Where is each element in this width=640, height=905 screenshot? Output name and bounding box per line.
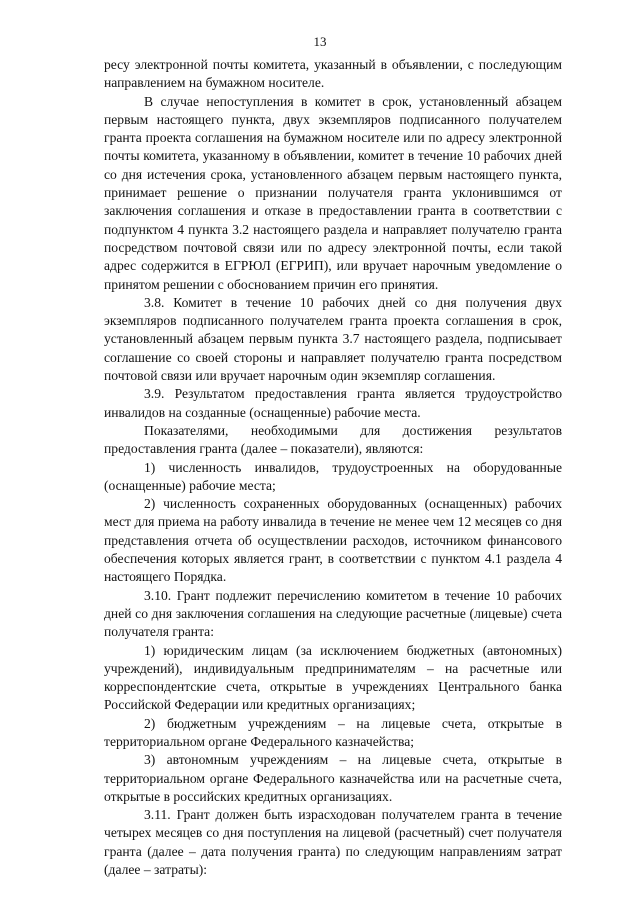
- paragraph-accounts-2: 2) бюджетным учреждениям – на лицевые счета, открытые в территориальном органе Федерального казначейства;: [104, 715, 562, 749]
- document-body: [104, 56, 562, 879]
- paragraph-continuation: ресу электронной почты комитета, указанный в объявлении, с последующим направлением на бумажном носителе.: [104, 57, 562, 91]
- page-number: 13: [313, 34, 327, 49]
- paragraph-non-receipt: В случае непоступления в комитет в срок, установленный абзацем первым настоящего пункта, двух экземпляров подписанного получателем гранта проекта соглашения на бумажном носителе или по адресу электронной почты комитета, указанному в объявлении, комитет в течение 10 рабочих дней со дня истечения срока, установленного абзацем первым настоящего пункта, принимает решение о признании получателя гранта уклонившимся от заключения соглашения и отказе в предоставлении гранта в соответствии с подпунктом 4 пункта 3.2 настоящего раздела и направляет получателю гранта посредством почтовой связи или по адресу электронной почты, если такой адрес содержится в ЕГРЮЛ (ЕГРИП), или вручает нарочным уведомление о принятом решении с обоснованием причин его принятия.: [104, 93, 562, 292]
- paragraph-3-10: 3.10. Грант подлежит перечислению комитетом в течение 10 рабочих дней со дня заключения соглашения на следующие расчетные (лицевые) счета получателя гранта:: [104, 587, 562, 640]
- paragraph-indicators: Показателями, необходимыми для достижения результатов предоставления гранта (далее – показатели), являются:: [104, 422, 562, 457]
- paragraph-accounts-3: 3) автономным учреждениям – на лицевые счета, открытые в территориальном органе Федерального казначейства или на расчетные счета, открытые в российских кредитных организациях.: [104, 752, 562, 804]
- paragraph-3-8: 3.8. Комитет в течение 10 рабочих дней со дня получения двух экземпляров подписанного получателем гранта проекта соглашения в срок, установленный абзацем первым пункта 3.7 настоящего раздела, подписывает соглашение со своей стороны и направляет получателю гранта посредством почтовой связи или вручает нарочным один экземпляр соглашения.: [104, 294, 562, 384]
- paragraph-3-9: 3.9. Результатом предоставления гранта является трудоустройство инвалидов на созданные (оснащенные) рабочие места.: [104, 386, 562, 420]
- paragraph-3-11: 3.11. Грант должен быть израсходован получателем гранта в течение четырех месяцев со дня поступления на лицевой (расчетный) счет получателя гранта (далее – дата получения гранта) по следующим направлениям затрат (далее – затраты):: [104, 807, 562, 878]
- paragraph-indicator-1: 1) численность инвалидов, трудоустроенных на оборудованные (оснащенные) рабочие места;: [104, 459, 562, 493]
- paragraph-indicator-2: 2) численность сохраненных оборудованных (оснащенных) рабочих мест для приема на работу инвалида в течение не менее чем 12 месяцев со дня представления отчета об осуществлении расходов, источником финансового обеспечения которых является грант, в соответствии с пунктом 4.1 раздела 4 настоящего Порядка.: [104, 496, 562, 585]
- paragraph-accounts-1: 1) юридическим лицам (за исключением бюджетных (автономных) учреждений), индивидуальным предпринимателям – на расчетные или корреспондентские счета, открытые в учреждениях Центрального банка Российской Федерации или кредитных организациях;: [104, 642, 562, 713]
